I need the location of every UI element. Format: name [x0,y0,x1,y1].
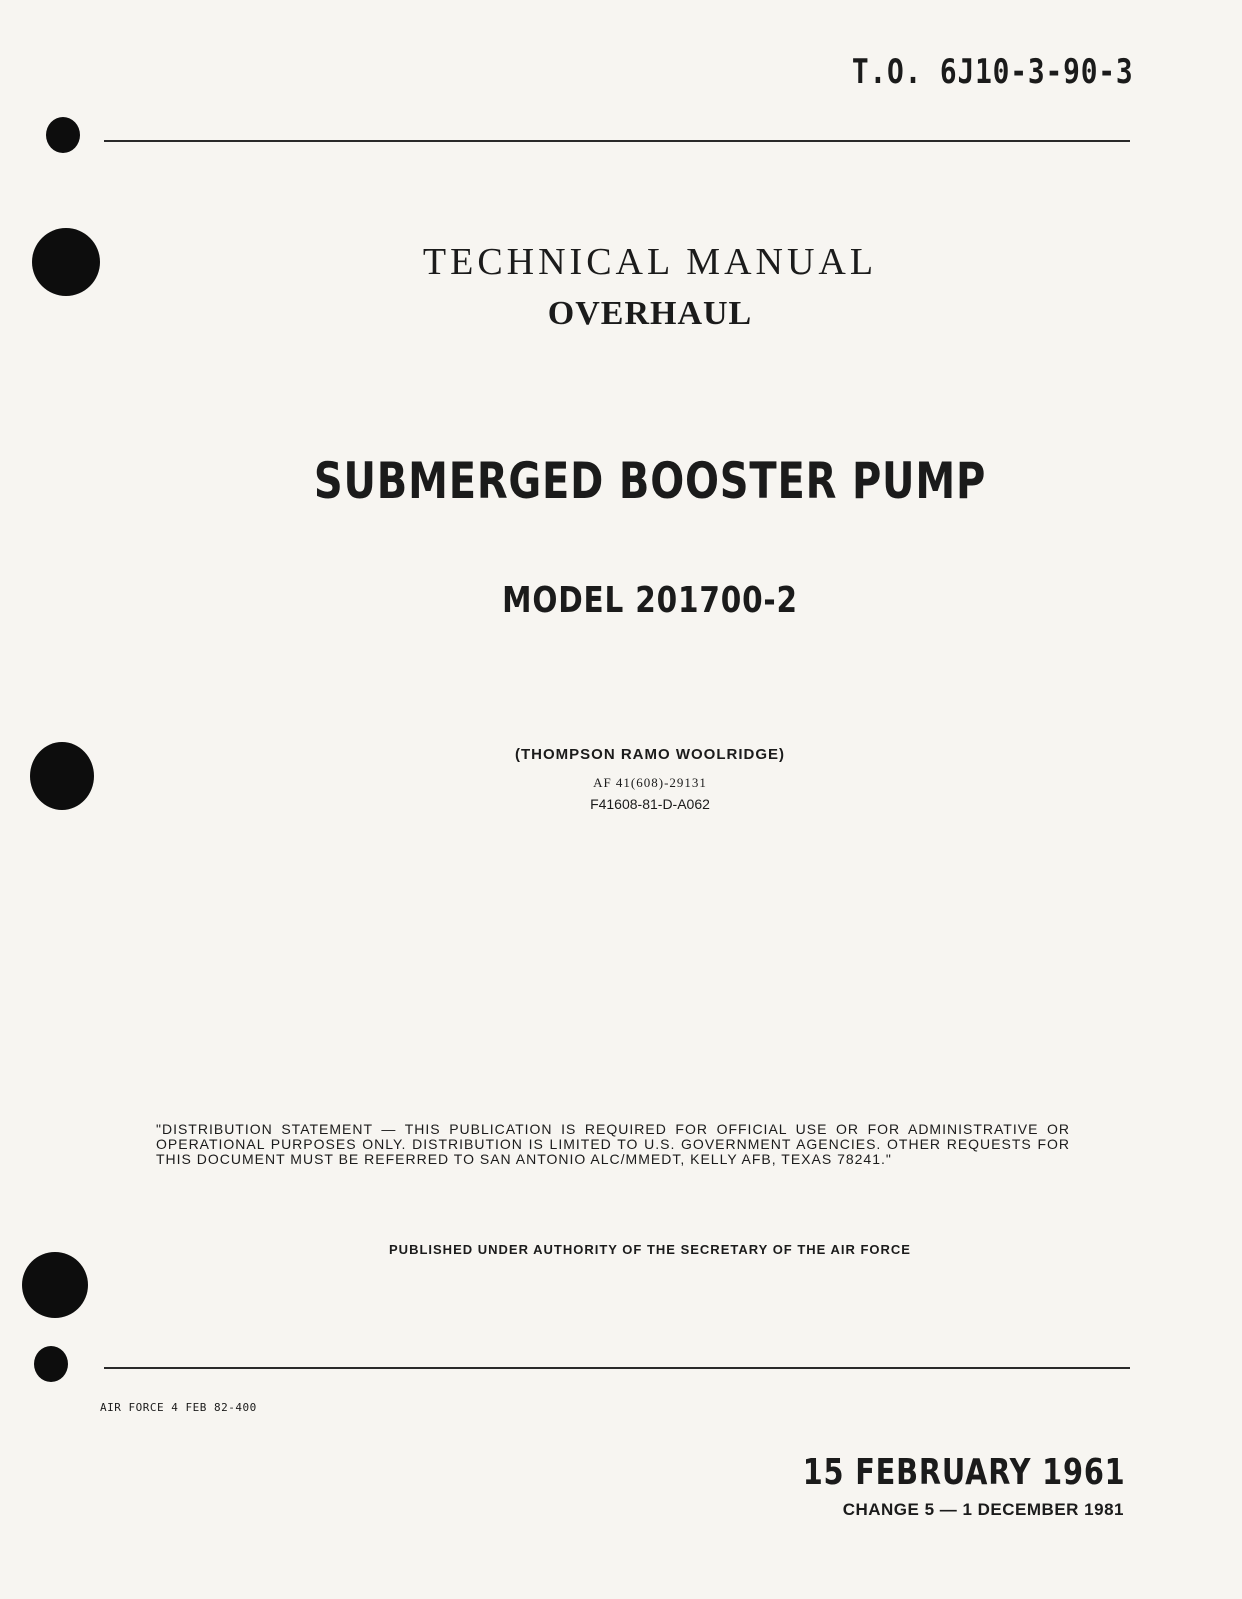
manufacturer-name: (THOMPSON RAMO WOOLRIDGE) [515,746,785,763]
form-number: AIR FORCE 4 FEB 82-400 [100,1401,257,1414]
manual-subtype-heading: OVERHAUL [547,295,753,332]
manual-type-heading: TECHNICAL MANUAL [422,241,878,283]
contract-number-1: AF 41(608)-29131 [593,775,707,790]
binder-hole-5 [34,1346,68,1382]
header-rule [104,140,1130,142]
contract-number-2: F41608-81-D-A062 [590,796,710,812]
binder-hole-1 [46,117,80,153]
publication-authority: PUBLISHED UNDER AUTHORITY OF THE SECRETARY OF THE AIR FORCE [389,1242,911,1257]
change-notice: CHANGE 5 — 1 DECEMBER 1981 [842,1500,1124,1519]
publication-date: 15 FEBRUARY 1961 [803,1452,1126,1493]
distribution-statement: "DISTRIBUTION STATEMENT — THIS PUBLICATION IS REQUIRED FOR OFFICIAL USE OR FOR ADMINISTRATIVE OR OPERATIONAL PURPOSES ONLY. DISTRIBUTION IS LIMITED TO U.S. GOVERNMENT AGENCIES. OTHER REQUESTS FOR THIS DOCUMENT MUST BE REFERRED TO SAN ANTONIO ALC/MMEDT, KELLY AFB, TEXAS 78241." [156,1121,1070,1167]
footer-rule [104,1367,1130,1369]
binder-hole-4 [22,1252,88,1318]
model-number: MODEL 201700-2 [502,580,798,621]
equipment-title: SUBMERGED BOOSTER PUMP [313,452,987,510]
technical-order-number: T.O. 6J10-3-90-3 [852,52,1134,92]
